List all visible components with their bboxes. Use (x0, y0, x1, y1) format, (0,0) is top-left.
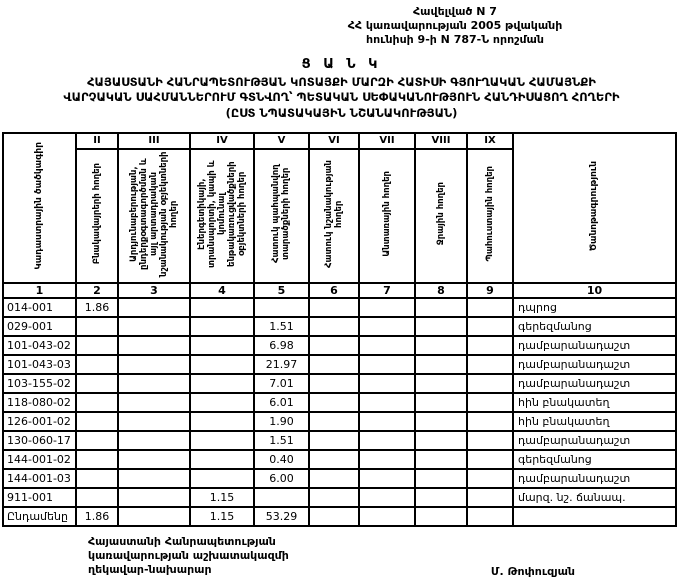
value-cell (415, 393, 467, 412)
cadastral-code-header-label: Կադաստրային ծածկագիր (34, 142, 45, 271)
value-cell: 1.90 (254, 412, 309, 431)
note-cell: դամբարանադաշտ (513, 469, 676, 488)
value-cell (76, 393, 118, 412)
value-cell (467, 336, 513, 355)
value-cell (415, 431, 467, 450)
value-cell (415, 412, 467, 431)
table-row (3, 469, 676, 488)
note-cell: հին բնակատեղ (513, 393, 676, 412)
value-cell: 1.86 (76, 507, 118, 526)
value-cell (76, 469, 118, 488)
value-cell (76, 374, 118, 393)
roman-numeral: V (254, 133, 309, 149)
value-cell (190, 374, 254, 393)
value-cell (118, 355, 190, 374)
value-cell (359, 507, 415, 526)
value-cell (359, 336, 415, 355)
column-number: 9 (467, 283, 513, 298)
value-cell (467, 317, 513, 336)
value-cell (76, 317, 118, 336)
value-cell (190, 412, 254, 431)
footer (88, 535, 575, 578)
roman-numeral: IV (190, 133, 254, 149)
value-cell: 0.40 (254, 450, 309, 469)
col-header-water: Ջրային հողեր (415, 149, 467, 283)
value-cell (118, 412, 190, 431)
column-number: 8 (415, 283, 467, 298)
cadastral-code-cell: 118-080-02 (3, 393, 76, 412)
col-header-note (513, 133, 676, 283)
signature-name: Մ. Թոփուզյան (490, 564, 575, 578)
col-header-cadastral-code (3, 133, 76, 283)
value-cell (359, 431, 415, 450)
col-header-protected-areas: Հատուկ պահպանվող տարածքների հողեր (254, 149, 309, 283)
value-cell (76, 355, 118, 374)
value-cell (190, 336, 254, 355)
column-number: 5 (254, 283, 309, 298)
value-cell (467, 450, 513, 469)
column-number: 2 (76, 283, 118, 298)
signatory-title (88, 535, 289, 578)
column-number: 7 (359, 283, 415, 298)
cadastral-code-cell: 101-043-03 (3, 355, 76, 374)
value-cell (467, 431, 513, 450)
value-cell (467, 412, 513, 431)
appendix-line: ՀՀ կառավարության 2005 թվականի (347, 18, 563, 32)
value-cell (118, 450, 190, 469)
value-cell (190, 317, 254, 336)
value-cell: 6.98 (254, 336, 309, 355)
value-cell (467, 393, 513, 412)
value-cell (118, 336, 190, 355)
value-cell (118, 317, 190, 336)
value-cell (359, 488, 415, 507)
value-cell (359, 374, 415, 393)
table-row (3, 298, 676, 317)
value-cell: 1.86 (76, 298, 118, 317)
value-cell (415, 336, 467, 355)
value-cell: 7.01 (254, 374, 309, 393)
value-cell (415, 488, 467, 507)
value-cell: 21.97 (254, 355, 309, 374)
value-cell: 1.15 (190, 507, 254, 526)
value-cell (254, 298, 309, 317)
value-cell: 6.00 (254, 469, 309, 488)
note-cell: հին բնակատեղ (513, 412, 676, 431)
title-heading: Ց Ա Ն Կ (301, 57, 382, 73)
note-cell: դպրոց (513, 298, 676, 317)
column-number: 3 (118, 283, 190, 298)
value-cell (467, 507, 513, 526)
value-cell (467, 488, 513, 507)
value-cell (118, 469, 190, 488)
value-cell (309, 317, 359, 336)
value-cell (309, 374, 359, 393)
value-cell (76, 336, 118, 355)
col-header-infrastructure: Էներգետիկայի, տրանսպորտի, կապի և կոմունալ ենթակառուցվածքների օբյեկտների հողեր (190, 149, 254, 283)
signatory-title-line: կառավարության աշխատակազմի (88, 549, 289, 563)
value-cell (467, 355, 513, 374)
value-cell (309, 450, 359, 469)
appendix-note (290, 5, 620, 46)
document-title (0, 57, 683, 121)
table-row (3, 412, 676, 431)
value-cell (359, 412, 415, 431)
value-cell (76, 412, 118, 431)
total-row (3, 507, 676, 526)
appendix-line: Հավելված N 7 (413, 5, 497, 18)
value-cell (76, 488, 118, 507)
value-cell (309, 507, 359, 526)
total-label-cell: Ընդամենը (3, 507, 76, 526)
value-cell (359, 393, 415, 412)
value-cell (467, 469, 513, 488)
cadastral-code-cell: 029-001 (3, 317, 76, 336)
value-cell: 1.51 (254, 317, 309, 336)
value-cell (190, 431, 254, 450)
cadastral-code-cell: 911-001 (3, 488, 76, 507)
value-cell (359, 298, 415, 317)
value-cell: 1.51 (254, 431, 309, 450)
table-body (3, 298, 676, 526)
value-cell (467, 374, 513, 393)
roman-numeral-row (3, 133, 676, 149)
value-cell: 1.15 (190, 488, 254, 507)
col-header-special-purpose: Հատուկ նշանակության հողեր (309, 149, 359, 283)
signatory-title-line: Հայաստանի Հանրապետության (88, 534, 276, 548)
signatory-title-line: ղեկավար-նախարար (88, 563, 212, 577)
value-cell (118, 431, 190, 450)
value-cell (309, 431, 359, 450)
col-header-industrial: Արդյունաբերության, ընդերքօգտագործման և այլ արտադրական նշանակության օբյեկտների հողեր (118, 149, 190, 283)
column-number: 6 (309, 283, 359, 298)
value-cell (415, 507, 467, 526)
value-cell (415, 317, 467, 336)
value-cell (415, 355, 467, 374)
cadastral-code-cell: 014-001 (3, 298, 76, 317)
value-cell (118, 298, 190, 317)
roman-numeral: II (76, 133, 118, 149)
cadastral-code-cell: 130-060-17 (3, 431, 76, 450)
col-header-reserve: Պահուստային հողեր (467, 149, 513, 283)
value-cell (190, 393, 254, 412)
cadastral-code-cell: 144-001-02 (3, 450, 76, 469)
value-cell (190, 450, 254, 469)
value-cell (118, 393, 190, 412)
value-cell (309, 412, 359, 431)
table-row (3, 317, 676, 336)
cadastral-code-cell: 126-001-02 (3, 412, 76, 431)
column-number: 10 (513, 283, 676, 298)
roman-numeral: III (118, 133, 190, 149)
value-cell (76, 431, 118, 450)
value-cell (415, 469, 467, 488)
value-cell (309, 355, 359, 374)
value-cell (254, 488, 309, 507)
table-row (3, 336, 676, 355)
table-row (3, 488, 676, 507)
note-cell: դամբարանադաշտ (513, 336, 676, 355)
value-cell (190, 469, 254, 488)
table-row (3, 355, 676, 374)
value-cell (359, 355, 415, 374)
value-cell (467, 298, 513, 317)
cadastral-code-cell: 101-043-02 (3, 336, 76, 355)
table-row (3, 374, 676, 393)
col-header-forest: Անտառային հողեր (359, 149, 415, 283)
note-cell (513, 507, 676, 526)
value-cell (359, 469, 415, 488)
title-line: (ԸՍՏ ՆՊԱՏԱԿԱՅԻՆ ՆՇԱՆԱԿՈՒԹՅԱՆ) (225, 105, 458, 120)
value-cell (118, 374, 190, 393)
column-number: 1 (3, 283, 76, 298)
value-cell (118, 507, 190, 526)
value-cell (76, 450, 118, 469)
cadastral-code-cell: 144-001-03 (3, 469, 76, 488)
column-number: 4 (190, 283, 254, 298)
table-row (3, 450, 676, 469)
value-cell: 53.29 (254, 507, 309, 526)
roman-numeral: IX (467, 133, 513, 149)
roman-numeral: VII (359, 133, 415, 149)
appendix-line: հունիսի 9-ի N 787-Ն որոշման (366, 32, 544, 46)
value-cell (309, 393, 359, 412)
value-cell (190, 298, 254, 317)
value-cell (309, 469, 359, 488)
col-header-residential: Բնակավայրերի հողեր (76, 149, 118, 283)
value-cell (359, 450, 415, 469)
note-cell: գերեզմանոց (513, 450, 676, 469)
value-cell (415, 298, 467, 317)
value-cell (190, 355, 254, 374)
title-line: ՀԱՅԱՍՏԱՆԻ ՀԱՆՐԱՊԵՏՈՒԹՅԱՆ ԿՈՏԱՅՔԻ ՄԱՐԶԻ ՀԱՏԻՍԻ ԳՅՈՒՂԱԿԱՆ ՀԱՄԱՅՆՔԻ (87, 75, 596, 90)
roman-numeral: VI (309, 133, 359, 149)
note-cell: մարզ. նշ. ճանապ. (513, 488, 676, 507)
value-cell (415, 450, 467, 469)
value-cell (309, 336, 359, 355)
cadastral-code-cell: 103-155-02 (3, 374, 76, 393)
table-row (3, 431, 676, 450)
column-number-row (3, 283, 676, 298)
note-cell: գերեզմանոց (513, 317, 676, 336)
note-cell: դամբարանադաշտ (513, 431, 676, 450)
note-cell: դամբարանադաշտ (513, 355, 676, 374)
table-row (3, 393, 676, 412)
note-header-label: Ծանոթագրություն (589, 161, 600, 252)
title-line: ՎԱՐՉԱԿԱՆ ՍԱՀՄԱՆՆԵՐՈՒՄ ԳՏՆՎՈՂ՝ ՊԵՏԱԿԱՆ ՍԵՓԱԿԱՆՈՒԹՅՈՒՆ ՀԱՆԴԻՍԱՑՈՂ ՀՈՂԵՐԻ (63, 90, 620, 105)
value-cell: 6.01 (254, 393, 309, 412)
value-cell (359, 317, 415, 336)
note-cell: դամբարանադաշտ (513, 374, 676, 393)
document-page (0, 5, 683, 587)
value-cell (309, 488, 359, 507)
value-cell (309, 298, 359, 317)
value-cell (118, 488, 190, 507)
value-cell (415, 374, 467, 393)
land-classification-table (2, 132, 677, 527)
roman-numeral: VIII (415, 133, 467, 149)
